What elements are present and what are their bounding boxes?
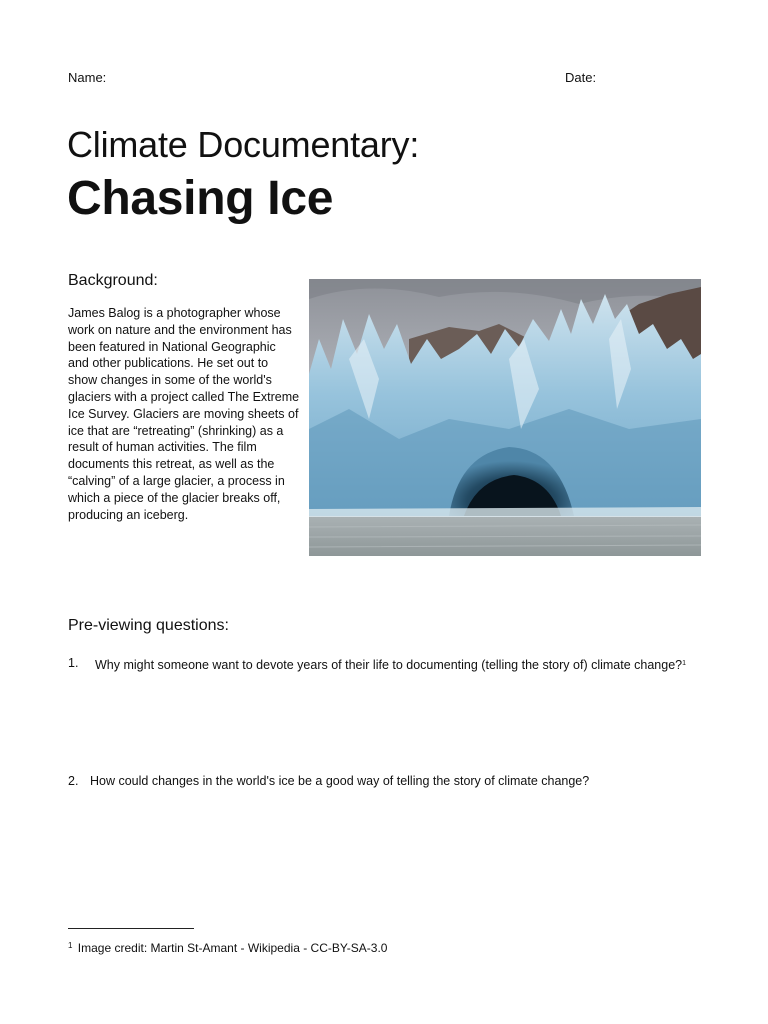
question-number: 1. — [68, 656, 79, 670]
glacier-image — [309, 279, 701, 556]
document-title: Chasing Ice — [67, 172, 334, 225]
footnote-marker: 1 — [68, 941, 73, 950]
previewing-heading: Pre-viewing questions: — [68, 617, 229, 634]
background-paragraph: James Balog is a photographer whose work on nature and the environment has been featured in National Geographic and other publications. He set out to show changes in some of the world's glaciers with a project called The Extreme Ice Survey. Glaciers are moving sheets of ice that are “retreating” (shrinking) as a result of human activities. The film documents this retreat, as well as the “calving” of a large glacier, a process in which a piece of the glacier breaks off, producing an iceberg. — [68, 306, 300, 522]
background-heading: Background: — [68, 272, 158, 289]
document-subtitle: Climate Documentary: — [67, 124, 420, 165]
question-number: 2. — [68, 774, 79, 788]
footnote — [68, 938, 387, 956]
date-label: Date: — [565, 70, 597, 85]
question-text: How could changes in the world's ice be a good way of telling the story of climate change? — [90, 774, 590, 788]
glacier-illustration — [309, 279, 701, 556]
footnote-reference: 1 — [682, 660, 687, 667]
question-text: Why might someone want to devote years of their life to documenting (telling the story of) climate change?$^1$ — [95, 658, 687, 672]
question-item — [68, 655, 708, 674]
name-label: Name: — [68, 70, 107, 85]
footnote-divider — [68, 928, 194, 929]
question-item — [68, 773, 708, 790]
footnote-text: Image credit: Martin St-Amant - Wikipedia - CC-BY-SA-3.0 — [77, 941, 388, 955]
